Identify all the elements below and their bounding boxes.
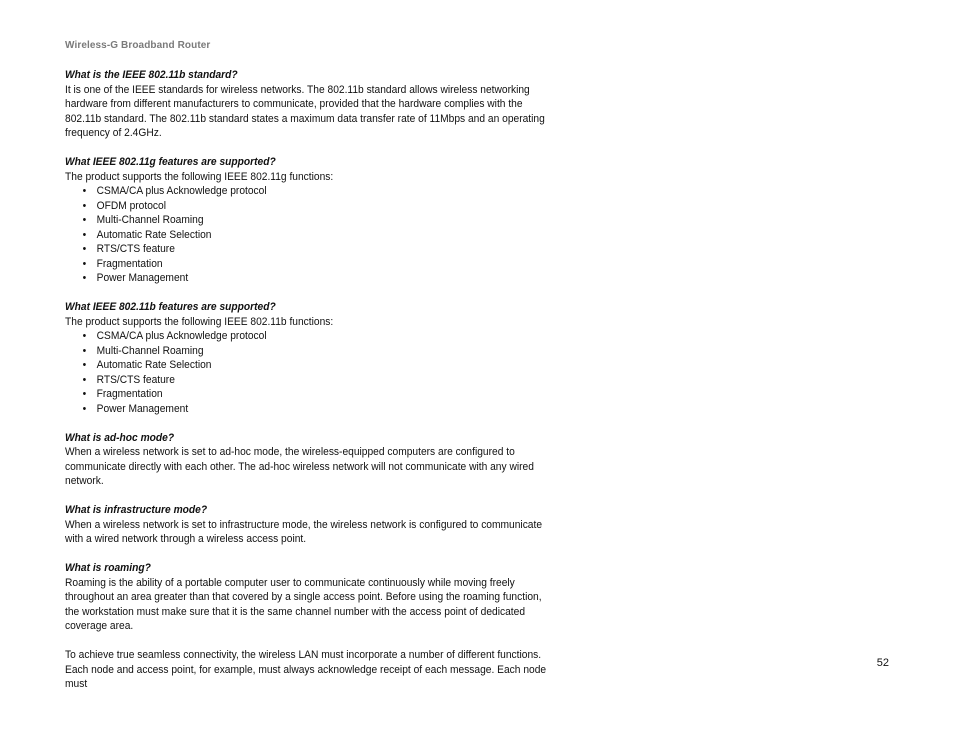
feature-list	[65, 329, 558, 416]
bullet-icon: •	[82, 243, 87, 255]
list-item-text: RTS/CTS feature	[96, 373, 175, 386]
list-item-text: RTS/CTS feature	[96, 243, 175, 255]
faq-answer: Roaming is the ability of a portable computer user to communicate continuously while moving freely throughout an area greater than that covered by a single access point. Before using the roaming function, the workstation must make sure that it is the same channel number with the access point of dedicated coverage area.	[65, 576, 542, 632]
list-item-text: Power Management	[96, 272, 189, 284]
list-item-text: Power Management	[96, 402, 189, 415]
list-item-text: Fragmentation	[96, 257, 163, 270]
bullet-icon: •	[82, 257, 87, 270]
list-item	[65, 358, 558, 373]
list-item-text: Multi-Channel Roaming	[96, 214, 204, 226]
page-number: 52	[876, 657, 889, 669]
document-header: Wireless-G Broadband Router	[65, 40, 211, 51]
list-item-text: Multi-Channel Roaming	[96, 344, 204, 357]
faq-question: What IEEE 802.11g features are supported?	[65, 156, 276, 168]
list-item	[65, 242, 558, 257]
list-item	[65, 228, 558, 243]
faq-question: What is roaming?	[65, 562, 151, 574]
list-item-text: CSMA/CA plus Acknowledge protocol	[96, 185, 267, 197]
faq-answer: When a wireless network is set to ad-hoc mode, the wireless-equipped computers are configured to communicate directly with each other. The ad-hoc wireless network will not communicate with any wired network.	[65, 446, 534, 487]
bullet-icon: •	[82, 359, 87, 371]
list-item	[65, 373, 558, 388]
bullet-icon: •	[82, 330, 87, 342]
faq-intro: The product supports the following IEEE 802.11b functions:	[65, 315, 334, 328]
bullet-icon: •	[82, 272, 87, 284]
faq-section-roaming-continued	[65, 648, 558, 692]
list-item-text: CSMA/CA plus Acknowledge protocol	[96, 330, 267, 342]
list-item-text: Automatic Rate Selection	[96, 359, 212, 371]
list-item-text: Fragmentation	[96, 388, 163, 400]
faq-answer: It is one of the IEEE standards for wireless networks. The 802.11b standard allows wireless networking hardware from different manufacturers to communicate, provided that the hardware complies with the 802.11b standard. The 802.11b standard states a maximum data transfer rate of 11Mbps and an operating frequency of 2.4GHz.	[65, 83, 545, 139]
list-item	[65, 213, 558, 228]
bullet-icon: •	[82, 199, 87, 212]
faq-answer: To achieve true seamless connectivity, the wireless LAN must incorporate a number of different functions. Each node and access point, for example, must always acknowledge receipt of each message. Each node must	[65, 649, 547, 690]
faq-section-80211b-standard	[65, 68, 558, 141]
list-item-text: OFDM protocol	[96, 199, 166, 212]
faq-question: What IEEE 802.11b features are supported?	[65, 301, 276, 313]
bullet-icon: •	[82, 344, 87, 357]
faq-section-80211g-features	[65, 155, 558, 286]
faq-section-80211b-features	[65, 300, 558, 416]
list-item	[65, 402, 558, 417]
faq-question: What is infrastructure mode?	[65, 504, 208, 516]
bullet-icon: •	[82, 388, 87, 400]
list-item	[65, 271, 558, 286]
faq-question: What is the IEEE 802.11b standard?	[65, 69, 238, 81]
faq-intro: The product supports the following IEEE 802.11g functions:	[65, 170, 334, 183]
list-item	[65, 344, 558, 359]
list-item	[65, 257, 558, 272]
list-item	[65, 184, 558, 199]
bullet-icon: •	[82, 373, 87, 386]
faq-section-roaming	[65, 561, 558, 634]
faq-question: What is ad-hoc mode?	[65, 431, 175, 444]
list-item-text: Automatic Rate Selection	[96, 228, 212, 241]
bullet-icon: •	[82, 185, 87, 197]
list-item	[65, 329, 558, 344]
faq-answer: When a wireless network is set to infrastructure mode, the wireless network is configured to communicate with a wired network through a wireless access point.	[65, 518, 543, 545]
bullet-icon: •	[82, 402, 87, 415]
faq-section-infrastructure-mode	[65, 503, 558, 547]
faq-section-adhoc-mode	[65, 431, 558, 489]
bullet-icon: •	[82, 214, 87, 226]
feature-list	[65, 184, 558, 286]
list-item	[65, 387, 558, 402]
list-item	[65, 199, 558, 214]
document-body	[65, 68, 558, 706]
bullet-icon: •	[82, 228, 87, 241]
